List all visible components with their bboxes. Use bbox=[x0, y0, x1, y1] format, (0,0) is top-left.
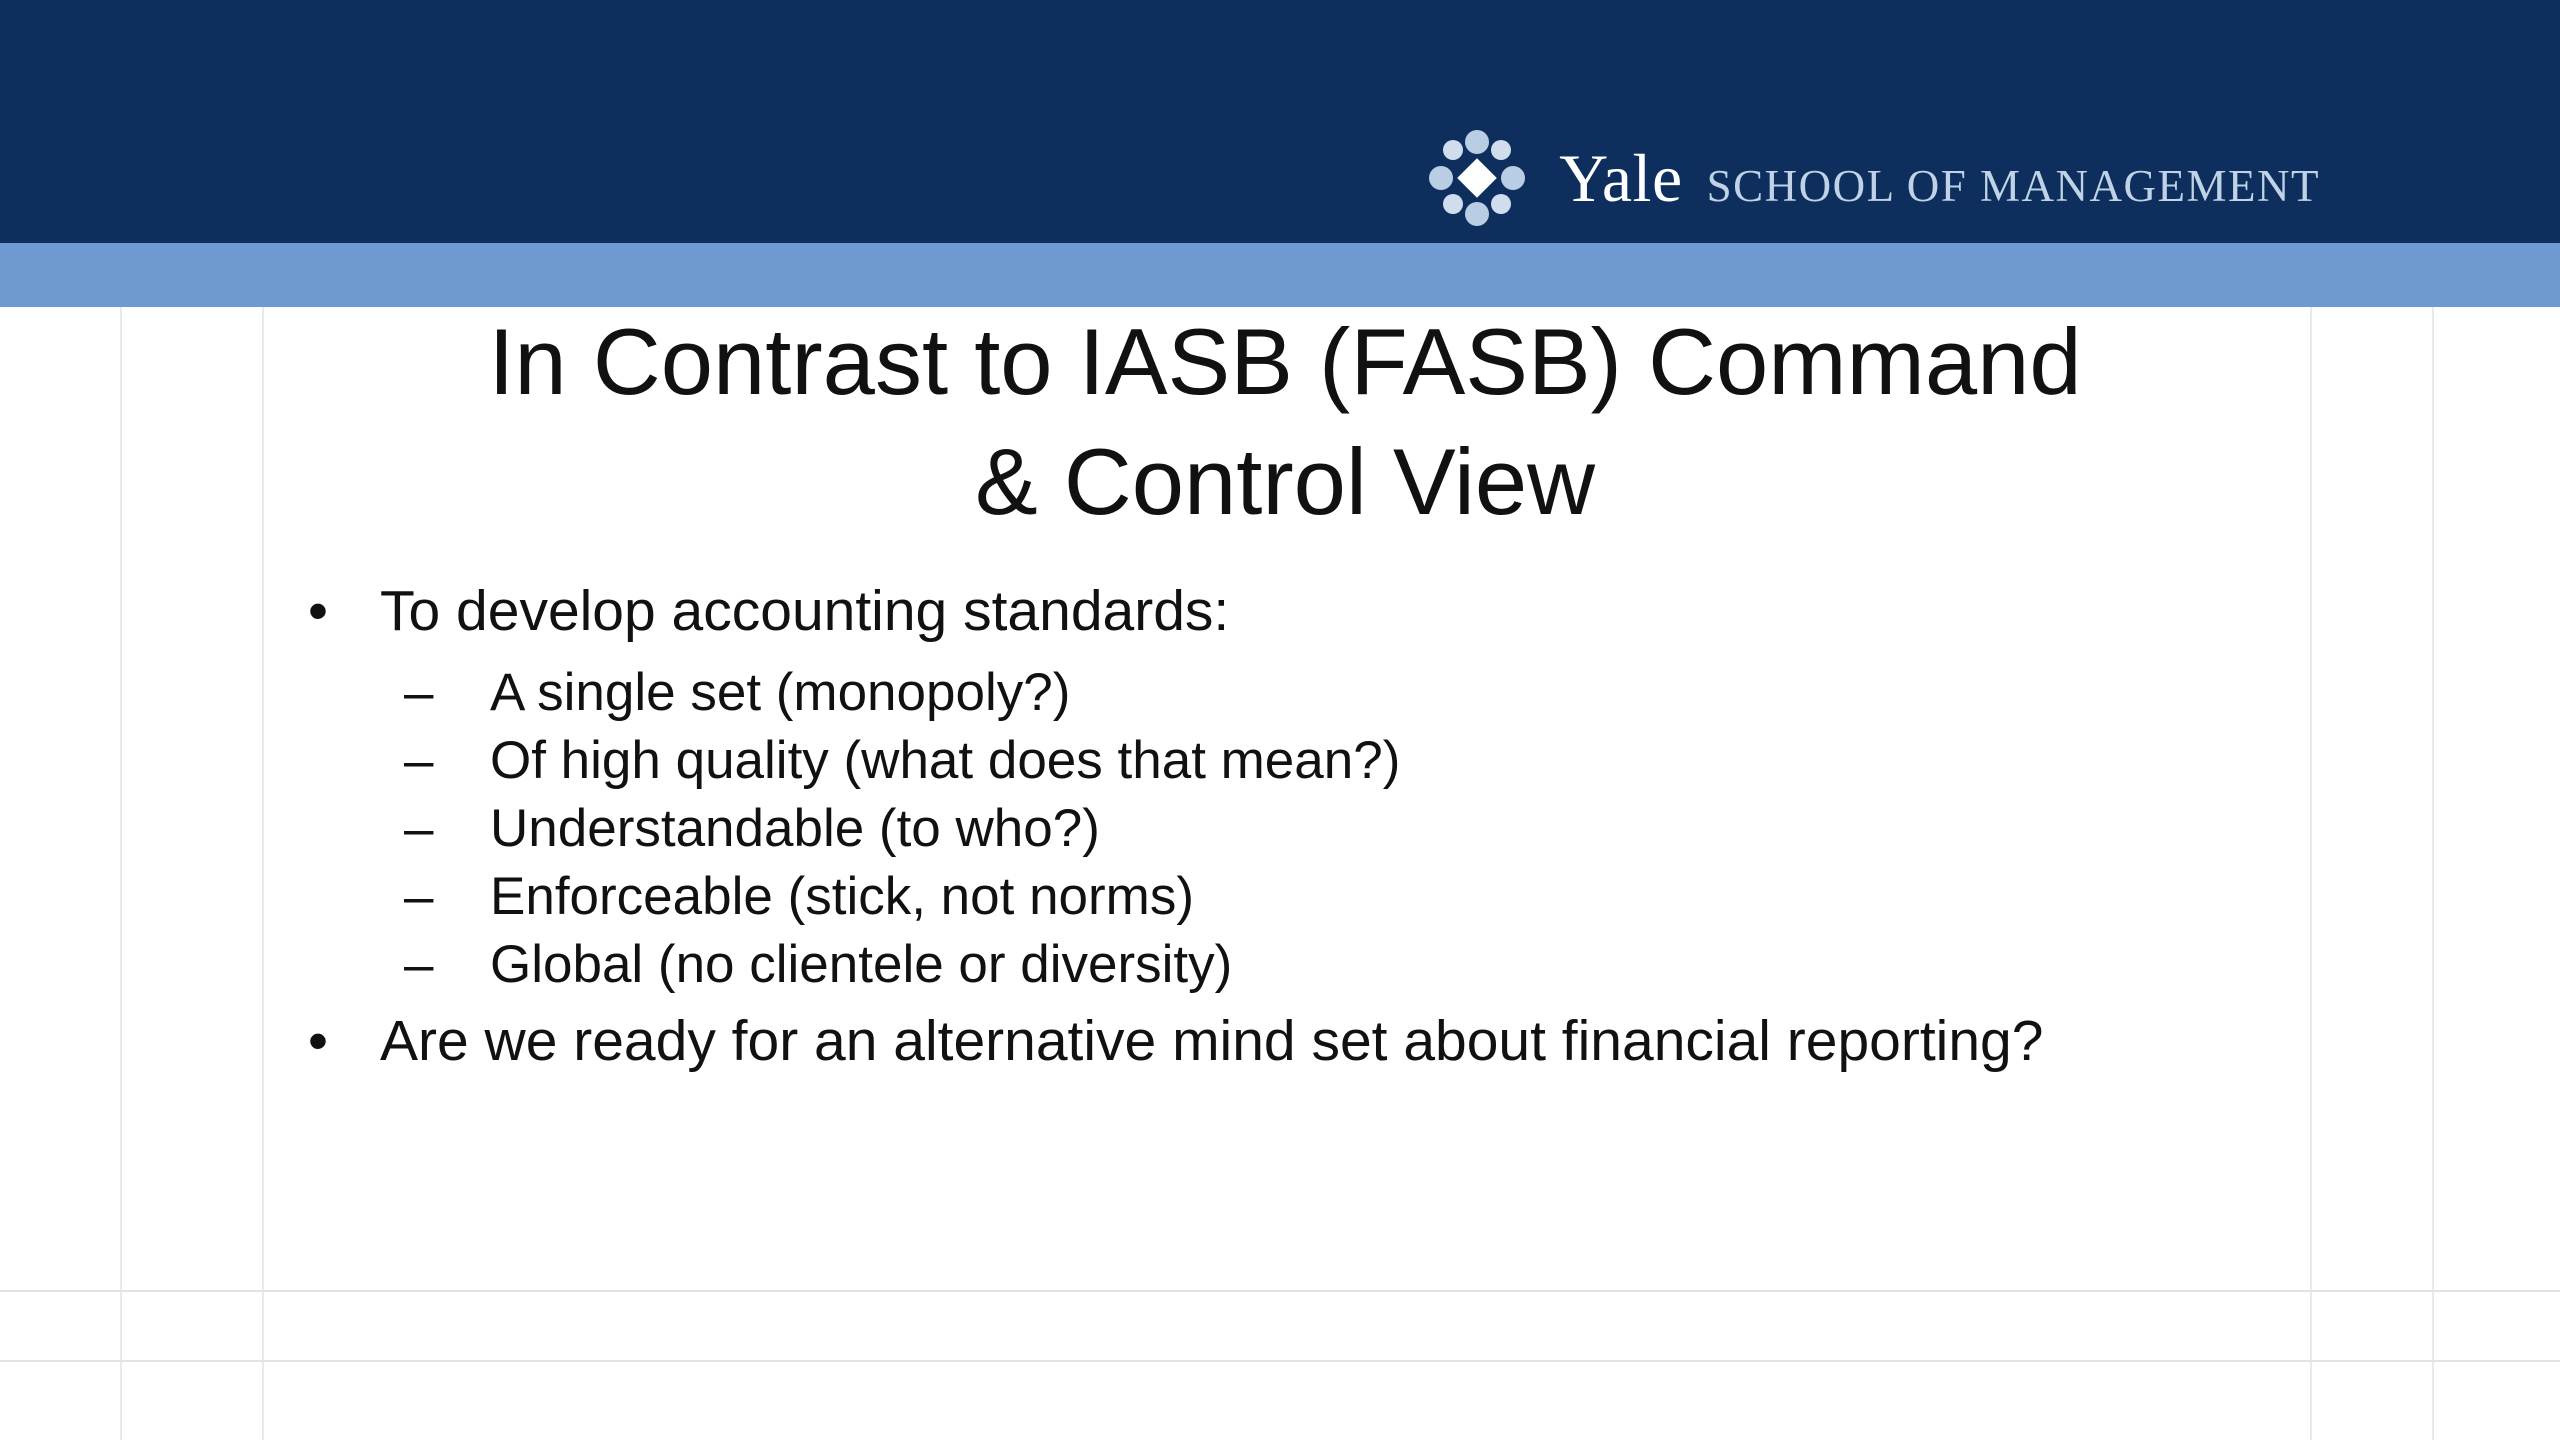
logo-yale-text: Yale bbox=[1559, 139, 1683, 216]
list-item bbox=[380, 795, 2300, 863]
list-item bbox=[270, 578, 2300, 998]
dash-glyph-icon: – bbox=[404, 866, 434, 926]
sub-bullet-list bbox=[380, 659, 2300, 998]
yale-wordmark bbox=[1559, 139, 2320, 218]
sub-bullet-text: Global (no clientele or diversity) bbox=[490, 934, 1233, 994]
dash-glyph-icon: – bbox=[404, 798, 434, 858]
list-item bbox=[380, 863, 2300, 931]
dash-glyph-icon: – bbox=[404, 934, 434, 994]
slide-title-line-2: & Control View bbox=[975, 429, 1595, 534]
list-item bbox=[380, 727, 2300, 795]
bullet-text: To develop accounting standards: bbox=[380, 579, 1230, 643]
bullet-text: Are we ready for an alternative mind set about financial reporting? bbox=[380, 1009, 2044, 1074]
sub-bullet-text: Of high quality (what does that mean?) bbox=[490, 731, 1401, 791]
bullet-list bbox=[270, 578, 2300, 1076]
slide-title-line-1: In Contrast to IASB (FASB) Command bbox=[488, 309, 2082, 414]
sub-bullet-text: Enforceable (stick, not norms) bbox=[490, 866, 1194, 926]
dash-glyph-icon: – bbox=[404, 731, 434, 791]
dash-glyph-icon: – bbox=[404, 663, 434, 723]
logo-school-text: SCHOOL OF MANAGEMENT bbox=[1706, 160, 2320, 211]
list-item bbox=[270, 1008, 2300, 1075]
yale-som-logo bbox=[1429, 132, 2320, 224]
yale-seal-icon bbox=[1429, 130, 1525, 226]
header-accent-stripe bbox=[0, 243, 2560, 307]
bullet-glyph-icon: • bbox=[308, 1009, 328, 1074]
list-item bbox=[380, 931, 2300, 999]
slide-body bbox=[270, 578, 2300, 1082]
sub-bullet-text: A single set (monopoly?) bbox=[490, 663, 1071, 723]
slide-title bbox=[270, 309, 2300, 555]
list-item bbox=[380, 659, 2300, 727]
bullet-glyph-icon: • bbox=[308, 579, 328, 643]
sub-bullet-text: Understandable (to who?) bbox=[490, 798, 1100, 858]
